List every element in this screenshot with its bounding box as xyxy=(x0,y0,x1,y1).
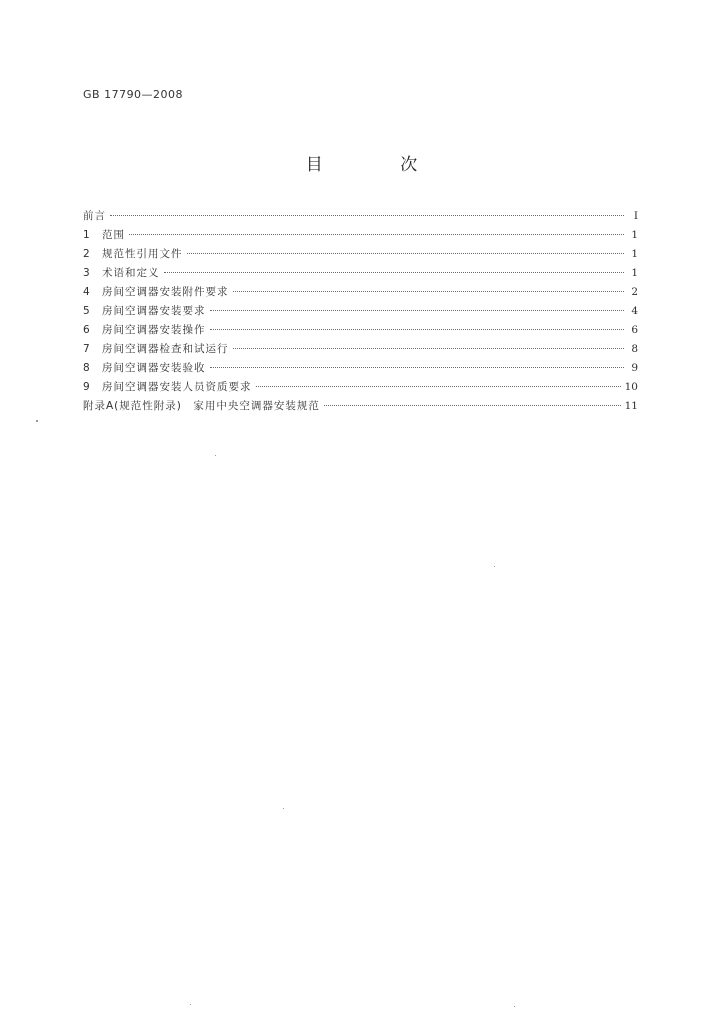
dot-leader xyxy=(256,386,621,387)
dot-leader xyxy=(324,405,621,406)
toc-entry-page: Ⅰ xyxy=(633,210,638,222)
toc-entry-9[interactable] xyxy=(83,379,638,398)
scan-speck xyxy=(190,1004,191,1005)
toc-entry-2[interactable] xyxy=(83,246,638,265)
dot-leader xyxy=(129,234,624,235)
dot-leader xyxy=(233,348,625,349)
scan-speck xyxy=(36,420,38,422)
toc-entry-number: 2 xyxy=(83,248,90,260)
toc-entry-number: 1 xyxy=(83,229,90,241)
toc-entry-number: 5 xyxy=(83,305,90,317)
toc-entry-text: 房间空调器安装人员资质要求 xyxy=(102,381,252,393)
toc-entry-text: 范围 xyxy=(102,229,125,241)
toc-entry-text: 术语和定义 xyxy=(102,267,160,279)
scan-speck xyxy=(494,566,495,567)
toc-entry-number: 6 xyxy=(83,324,90,336)
toc-entry-page: 1 xyxy=(631,248,638,260)
dot-leader xyxy=(210,367,625,368)
toc-entry-appendix-a[interactable] xyxy=(83,398,638,417)
toc-entry-page: 11 xyxy=(624,400,638,412)
toc-entry-page: 8 xyxy=(631,343,638,355)
toc-entry-foreword[interactable] xyxy=(83,208,638,227)
scan-speck xyxy=(215,455,216,456)
toc-entry-4[interactable] xyxy=(83,284,638,303)
scan-speck xyxy=(283,808,284,809)
toc-entry-page: 1 xyxy=(631,267,638,279)
dot-leader xyxy=(187,253,625,254)
toc-entry-text: 房间空调器安装附件要求 xyxy=(102,286,229,298)
table-of-contents xyxy=(83,208,638,417)
toc-entry-text: 附录A(规范性附录) 家用中央空调器安装规范 xyxy=(83,400,320,412)
toc-entry-page: 2 xyxy=(631,286,638,298)
toc-entry-6[interactable] xyxy=(83,322,638,341)
toc-entry-page: 4 xyxy=(631,305,638,317)
toc-entry-number: 8 xyxy=(83,362,90,374)
toc-entry-text: 房间空调器安装验收 xyxy=(102,362,206,374)
toc-title: 目 次 xyxy=(305,155,454,175)
toc-entry-text: 前言 xyxy=(83,210,106,222)
dot-leader xyxy=(233,291,625,292)
toc-entry-5[interactable] xyxy=(83,303,638,322)
toc-entry-page: 9 xyxy=(631,362,638,374)
document-code: GB 17790—2008 xyxy=(83,88,184,101)
toc-entry-number: 9 xyxy=(83,381,90,393)
dot-leader xyxy=(210,310,625,311)
toc-entry-number: 7 xyxy=(83,343,90,355)
toc-entry-text: 房间空调器安装要求 xyxy=(102,305,206,317)
toc-entry-7[interactable] xyxy=(83,341,638,360)
toc-entry-page: 6 xyxy=(631,324,638,336)
toc-entry-8[interactable] xyxy=(83,360,638,379)
dot-leader xyxy=(110,215,624,216)
toc-entry-1[interactable] xyxy=(83,227,638,246)
toc-entry-text: 房间空调器安装操作 xyxy=(102,324,206,336)
dot-leader xyxy=(210,329,625,330)
toc-entry-text: 规范性引用文件 xyxy=(102,248,183,260)
toc-entry-page: 1 xyxy=(631,229,638,241)
toc-entry-number: 3 xyxy=(83,267,90,279)
dot-leader xyxy=(164,272,625,273)
toc-entry-3[interactable] xyxy=(83,265,638,284)
toc-entry-text: 房间空调器检查和试运行 xyxy=(102,343,229,355)
toc-entry-number: 4 xyxy=(83,286,90,298)
toc-entry-page: 10 xyxy=(624,381,638,393)
scan-speck xyxy=(514,1006,515,1007)
